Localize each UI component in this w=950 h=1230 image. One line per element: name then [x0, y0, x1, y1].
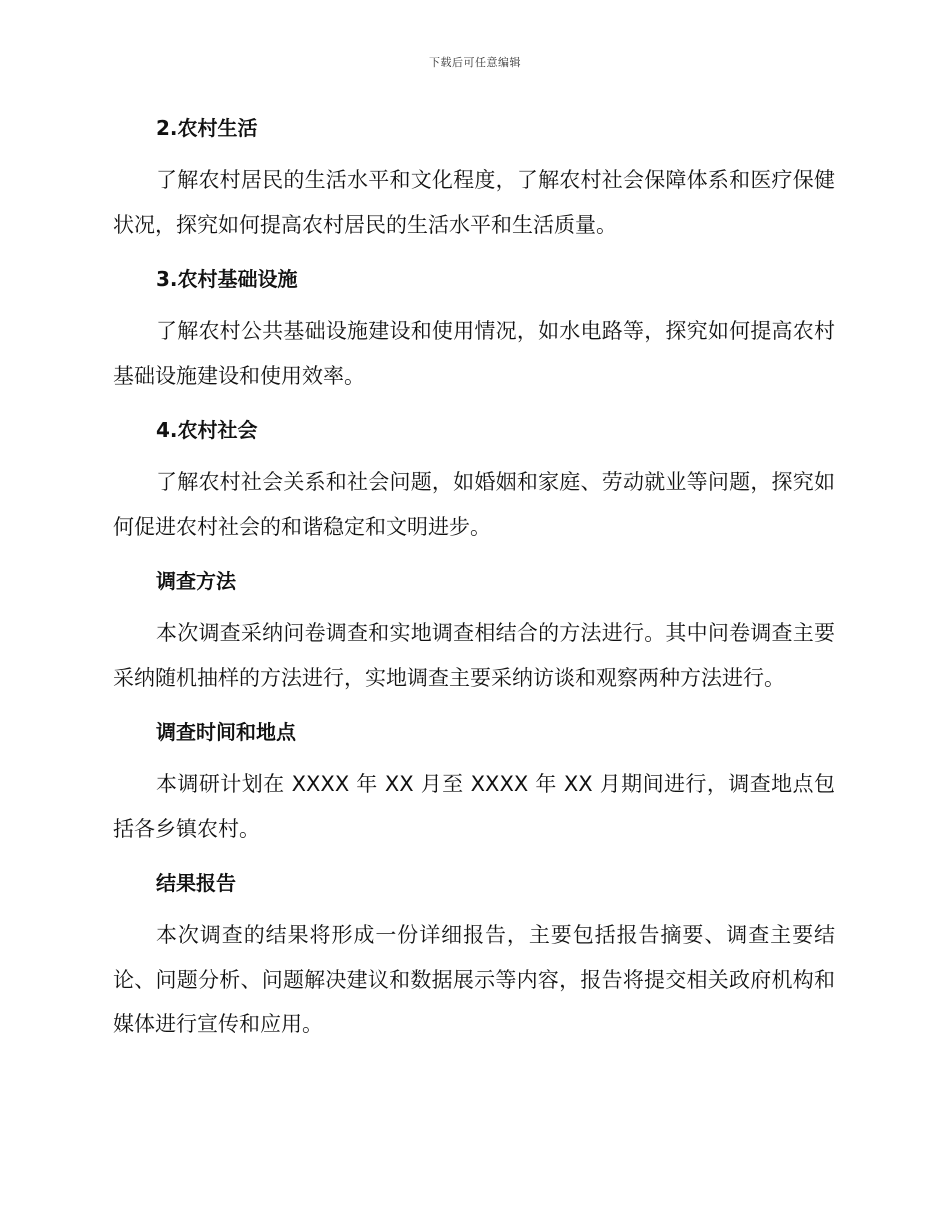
page-header-note: 下载后可任意编辑: [429, 56, 521, 69]
section-text-rural-life: 了解农村居民的生活水平和文化程度，了解农村社会保障体系和医疗保健状况，探究如何提高农村居民的生活水平和生活质量。: [113, 168, 835, 237]
section-heading-rural-society: 4.农村社会: [156, 418, 258, 442]
section-heading-time-and-place: 调查时间和地点: [156, 720, 296, 744]
section-heading-result-report: 结果报告: [156, 871, 236, 895]
document-body: [113, 110, 835, 1061]
section-heading-rural-infrastructure: 3.农村基础设施: [156, 267, 298, 291]
section-text-rural-infrastructure: 了解农村公共基础设施建设和使用情况，如水电路等，探究如何提高农村基础设施建设和使用效率。: [113, 319, 835, 388]
section-text-result-report: 本次调查的结果将形成一份详细报告，主要包括报告摘要、调查主要结论、问题分析、问题解决建议和数据展示等内容，报告将提交相关政府机构和媒体进行宣传和应用。: [113, 923, 835, 1036]
section-text-rural-society: 了解农村社会关系和社会问题，如婚姻和家庭、劳动就业等问题，探究如何促进农村社会的和谐稳定和文明进步。: [113, 470, 835, 539]
section-text-time-and-place: 本调研计划在 XXXX 年 XX 月至 XXXX 年 XX 月期间进行，调查地点包括各乡镇农村。: [113, 772, 835, 841]
section-heading-rural-life: 2.农村生活: [156, 116, 258, 140]
section-text-survey-method: 本次调查采纳问卷调查和实地调查相结合的方法进行。其中问卷调查主要采纳随机抽样的方法进行，实地调查主要采纳访谈和观察两种方法进行。: [113, 621, 835, 690]
section-heading-survey-method: 调查方法: [156, 569, 236, 593]
